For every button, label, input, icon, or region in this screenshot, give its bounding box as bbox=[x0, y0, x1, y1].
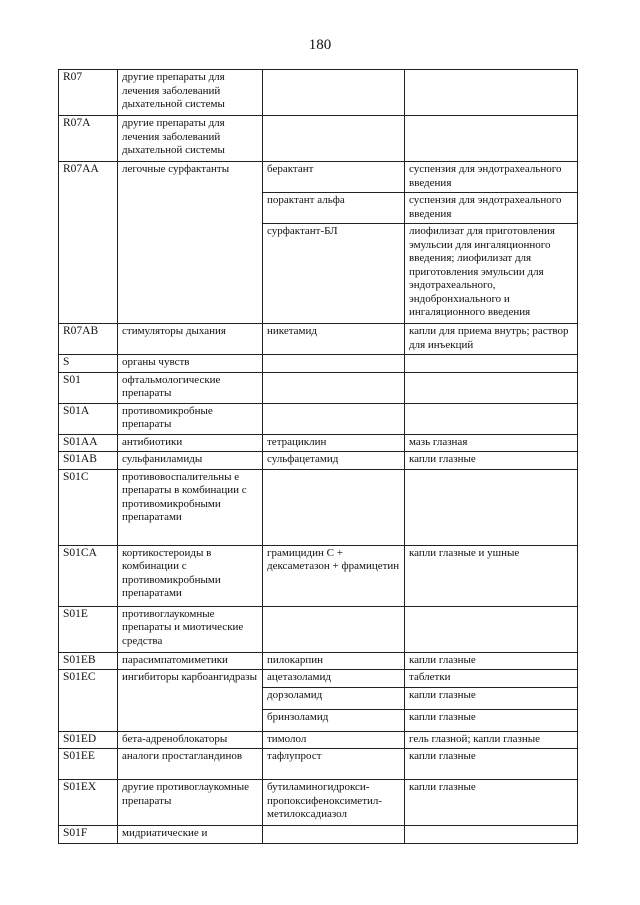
table-row bbox=[59, 403, 578, 434]
atc-code-cell: R07AB bbox=[59, 324, 118, 355]
dosage-form-cell bbox=[405, 116, 578, 162]
table-row bbox=[59, 324, 578, 355]
atc-code-cell: S01AB bbox=[59, 452, 118, 470]
table-row bbox=[59, 780, 578, 826]
atc-code-cell: R07A bbox=[59, 116, 118, 162]
dosage-form-cell: мазь глазная bbox=[405, 434, 578, 452]
group-name-cell: противомикробные препараты bbox=[118, 403, 263, 434]
drug-name-cell: сульфацетамид bbox=[263, 452, 405, 470]
dosage-form-cell: капли глазные bbox=[405, 687, 578, 709]
drug-name-cell: тафлупрост bbox=[263, 749, 405, 780]
atc-code-cell: S01F bbox=[59, 826, 118, 844]
atc-code-cell: S01EX bbox=[59, 780, 118, 826]
page-number: 180 bbox=[308, 37, 332, 53]
table-row bbox=[59, 116, 578, 162]
drug-name-cell: бутиламиногидрокси-пропоксифеноксиметил-метилоксадиазол bbox=[263, 780, 405, 826]
group-name-cell: противовоспалительны е препараты в комбинации с противомикробными препаратами bbox=[118, 469, 263, 545]
drug-name-cell: никетамид bbox=[263, 324, 405, 355]
drug-name-cell: тимолол bbox=[263, 731, 405, 749]
table-row bbox=[59, 372, 578, 403]
drug-name-cell: бринзоламид bbox=[263, 709, 405, 731]
group-name-cell: другие препараты для лечения заболеваний дыхательной системы bbox=[118, 70, 263, 116]
dosage-form-cell: таблетки bbox=[405, 670, 578, 688]
dosage-form-cell: капли для приема внутрь; раствор для инъекций bbox=[405, 324, 578, 355]
atc-code-cell: S01E bbox=[59, 606, 118, 652]
dosage-form-cell bbox=[405, 355, 578, 373]
table-row bbox=[59, 731, 578, 749]
dosage-form-cell bbox=[405, 70, 578, 116]
dosage-form-cell bbox=[405, 826, 578, 844]
drug-name-cell bbox=[263, 469, 405, 545]
dosage-form-cell: капли глазные bbox=[405, 780, 578, 826]
group-name-cell: другие препараты для лечения заболеваний дыхательной системы bbox=[118, 116, 263, 162]
atc-code-cell: S01ED bbox=[59, 731, 118, 749]
table-row bbox=[59, 355, 578, 373]
drug-name-cell: берактант bbox=[263, 162, 405, 193]
group-name-cell: сульфаниламиды bbox=[118, 452, 263, 470]
drug-name-cell: пилокарпин bbox=[263, 652, 405, 670]
drug-name-cell bbox=[263, 826, 405, 844]
atc-code-cell: S01EB bbox=[59, 652, 118, 670]
drug-name-cell: дорзоламид bbox=[263, 687, 405, 709]
group-name-cell: парасимпатомиметики bbox=[118, 652, 263, 670]
group-name-cell: легочные сурфактанты bbox=[118, 162, 263, 324]
table-row bbox=[59, 70, 578, 116]
drug-name-cell bbox=[263, 70, 405, 116]
group-name-cell: офтальмологические препараты bbox=[118, 372, 263, 403]
dosage-form-cell bbox=[405, 606, 578, 652]
table-row bbox=[59, 670, 578, 688]
table-row bbox=[59, 469, 578, 545]
dosage-form-cell bbox=[405, 469, 578, 545]
atc-code-cell: S01A bbox=[59, 403, 118, 434]
atc-code-cell: S01AA bbox=[59, 434, 118, 452]
atc-code-cell: R07 bbox=[59, 70, 118, 116]
group-name-cell: органы чувств bbox=[118, 355, 263, 373]
table-row bbox=[59, 162, 578, 193]
drug-name-cell: грамицидин С + дексаметазон + фрамицетин bbox=[263, 545, 405, 606]
drug-name-cell: порактант альфа bbox=[263, 193, 405, 224]
drug-name-cell bbox=[263, 372, 405, 403]
atc-code-cell: S01EE bbox=[59, 749, 118, 780]
group-name-cell: кортикостероиды в комбинации с противомикробными препаратами bbox=[118, 545, 263, 606]
atc-code-cell: S01C bbox=[59, 469, 118, 545]
group-name-cell: стимуляторы дыхания bbox=[118, 324, 263, 355]
group-name-cell: другие противоглаукомные препараты bbox=[118, 780, 263, 826]
drug-name-cell bbox=[263, 606, 405, 652]
table-row bbox=[59, 434, 578, 452]
atc-code-cell: S bbox=[59, 355, 118, 373]
dosage-form-cell: гель глазной; капли глазные bbox=[405, 731, 578, 749]
drug-name-cell: ацетазоламид bbox=[263, 670, 405, 688]
drug-name-cell bbox=[263, 403, 405, 434]
table-row bbox=[59, 452, 578, 470]
dosage-form-cell: лиофилизат для приготовления эмульсии для ингаляционного введения; лиофилизат для приготовления эмульсии для эндотрахеального, эндобронхиального и ингаляционного введения bbox=[405, 224, 578, 324]
drug-name-cell: сурфактант-БЛ bbox=[263, 224, 405, 324]
dosage-form-cell: капли глазные bbox=[405, 652, 578, 670]
dosage-form-cell: капли глазные bbox=[405, 452, 578, 470]
atc-code-cell: S01 bbox=[59, 372, 118, 403]
dosage-form-cell: капли глазные bbox=[405, 709, 578, 731]
group-name-cell: аналоги простагландинов bbox=[118, 749, 263, 780]
dosage-form-cell: суспензия для эндотрахеального введения bbox=[405, 193, 578, 224]
group-name-cell: мидриатические и bbox=[118, 826, 263, 844]
table-row bbox=[59, 749, 578, 780]
atc-code-cell: R07AA bbox=[59, 162, 118, 324]
drug-classification-table bbox=[58, 69, 578, 844]
atc-code-cell: S01EC bbox=[59, 670, 118, 732]
group-name-cell: антибиотики bbox=[118, 434, 263, 452]
drug-name-cell bbox=[263, 116, 405, 162]
dosage-form-cell bbox=[405, 372, 578, 403]
table-row bbox=[59, 606, 578, 652]
drug-name-cell: тетрациклин bbox=[263, 434, 405, 452]
drug-name-cell bbox=[263, 355, 405, 373]
dosage-form-cell bbox=[405, 403, 578, 434]
group-name-cell: бета-адреноблокаторы bbox=[118, 731, 263, 749]
table-row bbox=[59, 652, 578, 670]
atc-code-cell: S01CA bbox=[59, 545, 118, 606]
group-name-cell: ингибиторы карбоангидразы bbox=[118, 670, 263, 732]
dosage-form-cell: капли глазные bbox=[405, 749, 578, 780]
dosage-form-cell: капли глазные и ушные bbox=[405, 545, 578, 606]
dosage-form-cell: суспензия для эндотрахеального введения bbox=[405, 162, 578, 193]
table-row bbox=[59, 545, 578, 606]
group-name-cell: противоглаукомные препараты и миотические средства bbox=[118, 606, 263, 652]
table-row bbox=[59, 826, 578, 844]
